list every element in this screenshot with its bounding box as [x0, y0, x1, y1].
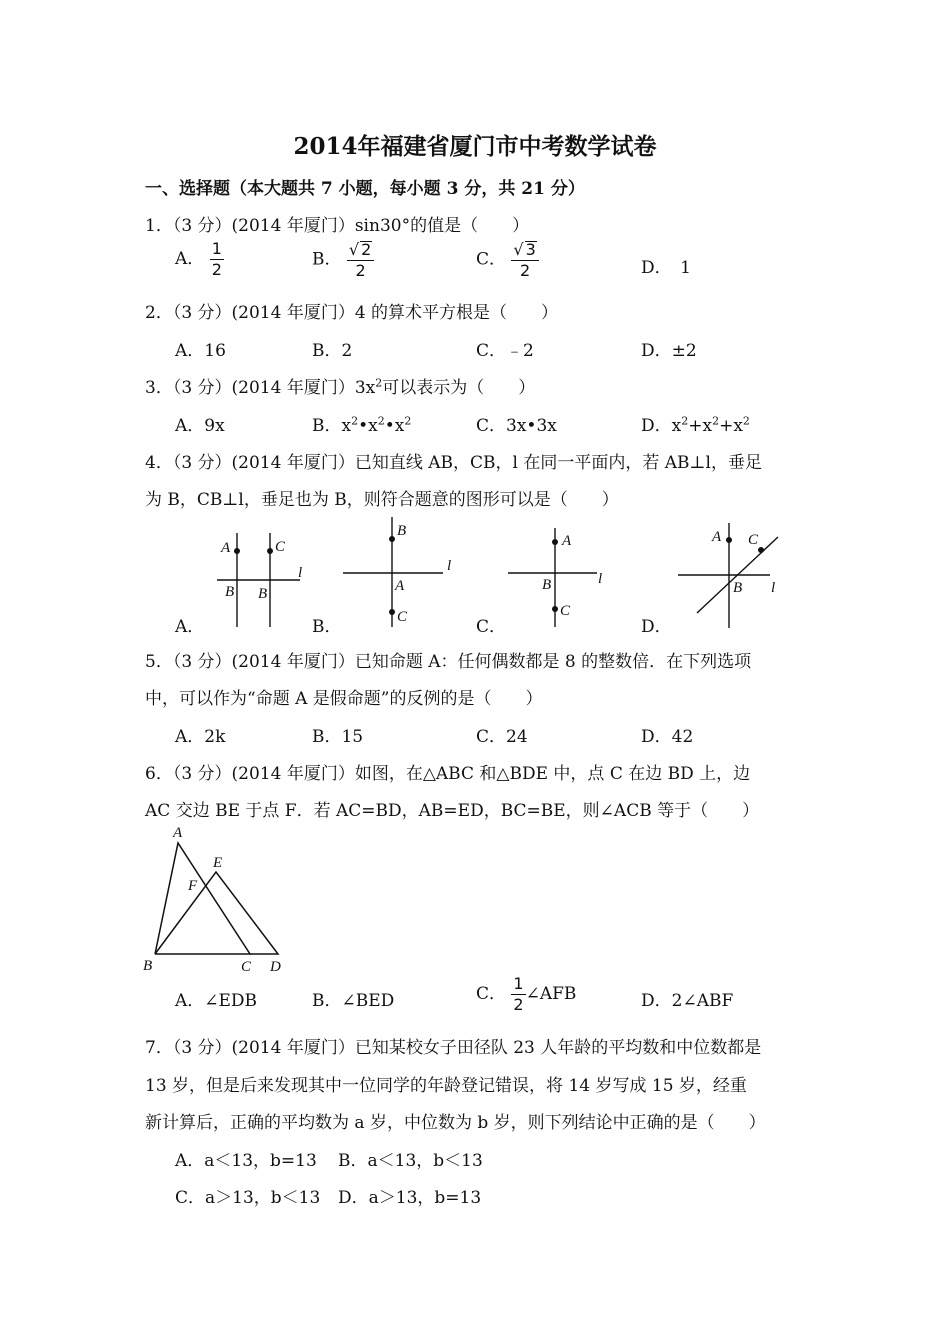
q1-b-label: B．: [312, 249, 342, 270]
q4-option-a: A．: [175, 617, 205, 637]
label-l: l: [771, 580, 776, 596]
q6-option-a: A．∠EDB: [175, 991, 258, 1011]
q5-option-c: C．24: [476, 727, 528, 747]
q5-stem-line2: 中，可以作为“命题 A 是假命题”的反例的是（ ）: [145, 689, 543, 709]
label-A: A: [562, 533, 572, 549]
label-B: B: [143, 958, 153, 974]
label-A: A: [395, 578, 405, 594]
q6-option-c: C． $\frac{1}{2}$ ∠AFB: [476, 974, 577, 1014]
label-D: D: [270, 959, 281, 975]
q3-option-d: D．$x^2+x^2+x^2$: [641, 414, 750, 436]
q1-option-c: [476, 241, 539, 279]
q3-option-b: B．$x^2•x^2•x^2$: [312, 414, 412, 436]
q7-option-b: B．a＜13，b＜13: [338, 1151, 483, 1171]
q4-stem-line1: 4．（3 分）(2014 年厦门）已知直线 AB，CB，l 在同一平面内，若 AB⊥l，垂足: [145, 453, 762, 473]
q1-option-b: [312, 241, 374, 279]
q1-a-label: A．: [175, 249, 205, 269]
q5-stem-line1: 5．（3 分）(2014 年厦门）已知命题 A：任何偶数都是 8 的整数倍．在下列选项: [145, 652, 752, 672]
label-B: B: [225, 584, 235, 600]
label-l: l: [598, 571, 603, 587]
q2-stem: 2．（3 分）(2014 年厦门）4 的算术平方根是（ ）: [145, 303, 559, 323]
q4-figure-c: [505, 525, 620, 630]
label-F: F: [188, 878, 198, 894]
q5-option-a: A．2k: [175, 727, 226, 747]
q7-stem-line1: 7．（3 分）(2014 年厦门）已知某校女子田径队 23 人年龄的平均数和中位数都是: [145, 1038, 762, 1058]
q6-c-fraction: $\frac{1}{2}$: [513, 974, 524, 1014]
q2-option-c: C．﹣2: [476, 341, 534, 361]
q4-figure-a: [205, 525, 315, 635]
q5-option-b: B．15: [312, 727, 364, 747]
page-title: 2014年福建省厦门市中考数学试卷: [293, 133, 657, 160]
label-B: B: [733, 580, 743, 596]
label-A: A: [712, 529, 722, 545]
label-A: A: [173, 825, 183, 841]
q1-option-a: [175, 241, 224, 278]
q1-b-fraction: $\frac{√ 2}{2}$: [347, 241, 374, 279]
q4-stem-line2: 为 B，CB⊥l，垂足也为 B，则符合题意的图形可以是（ ）: [145, 490, 619, 510]
q5-option-d: D．42: [641, 727, 694, 747]
q1-stem: 1．（3 分）(2014 年厦门）sin30°的值是（ ）: [145, 216, 530, 236]
q7-option-d: D．a＞13，b=13: [338, 1188, 482, 1208]
q7-option-a: A．a＜13，b=13: [175, 1151, 317, 1171]
q4-option-d: D．: [641, 617, 672, 637]
q6-figure: [140, 822, 300, 977]
q4-option-c: C．: [476, 617, 507, 637]
q3-option-c: C．3x•3x: [476, 416, 557, 436]
label-E: E: [213, 855, 223, 871]
q1-c-label: C．: [476, 249, 507, 270]
q2-option-a: A．16: [175, 341, 226, 361]
q7-stem-line3: 新计算后，正确的平均数为 a 岁，中位数为 b 岁，则下列结论中正确的是（ ）: [145, 1113, 766, 1133]
label-C: C: [748, 532, 759, 548]
label-B: B: [258, 586, 268, 602]
q4-option-b: B．: [312, 617, 342, 637]
q1-c-fraction: $\frac{√ 3}{2}$: [511, 241, 538, 279]
q3-stem: 3．（3 分）(2014 年厦门）$3x^2$可以表示为（ ）: [145, 376, 536, 398]
label-l: l: [298, 565, 303, 581]
label-C: C: [560, 603, 571, 619]
label-B: B: [542, 577, 552, 593]
q6-stem-line2: AC 交边 BE 于点 F．若 AC=BD，AB=ED，BC=BE，则∠ACB 等于（ ）: [145, 801, 760, 821]
label-C: C: [397, 609, 408, 625]
q4-figure-b: [340, 515, 460, 630]
q7-option-c: C．a＞13，b＜13: [175, 1188, 321, 1208]
q1-option-d: D． 1: [641, 258, 691, 278]
label-l: l: [447, 558, 452, 574]
label-A: A: [221, 540, 231, 556]
q6-option-d: D．2∠ABF: [641, 991, 734, 1011]
q2-option-b: B．2: [312, 341, 353, 361]
section-heading: 一、选择题（本大题共 7 小题，每小题 3 分，共 21 分）: [145, 179, 585, 199]
q2-option-d: D．±2: [641, 341, 697, 361]
q6-option-b: B．∠BED: [312, 991, 395, 1011]
q6-stem-line1: 6．（3 分）(2014 年厦门）如图，在△ABC 和△BDE 中，点 C 在边 BD 上，边: [145, 764, 751, 784]
label-C: C: [241, 959, 252, 975]
label-C: C: [275, 539, 286, 555]
q4-figure-d: [675, 520, 795, 630]
q1-a-fraction: $\frac{1}{2}$: [211, 239, 222, 279]
label-B: B: [397, 523, 407, 539]
q7-stem-line2: 13 岁，但是后来发现其中一位同学的年龄登记错误，将 14 岁写成 15 岁，经重: [145, 1076, 747, 1096]
q3-option-a: A．9x: [175, 416, 225, 436]
